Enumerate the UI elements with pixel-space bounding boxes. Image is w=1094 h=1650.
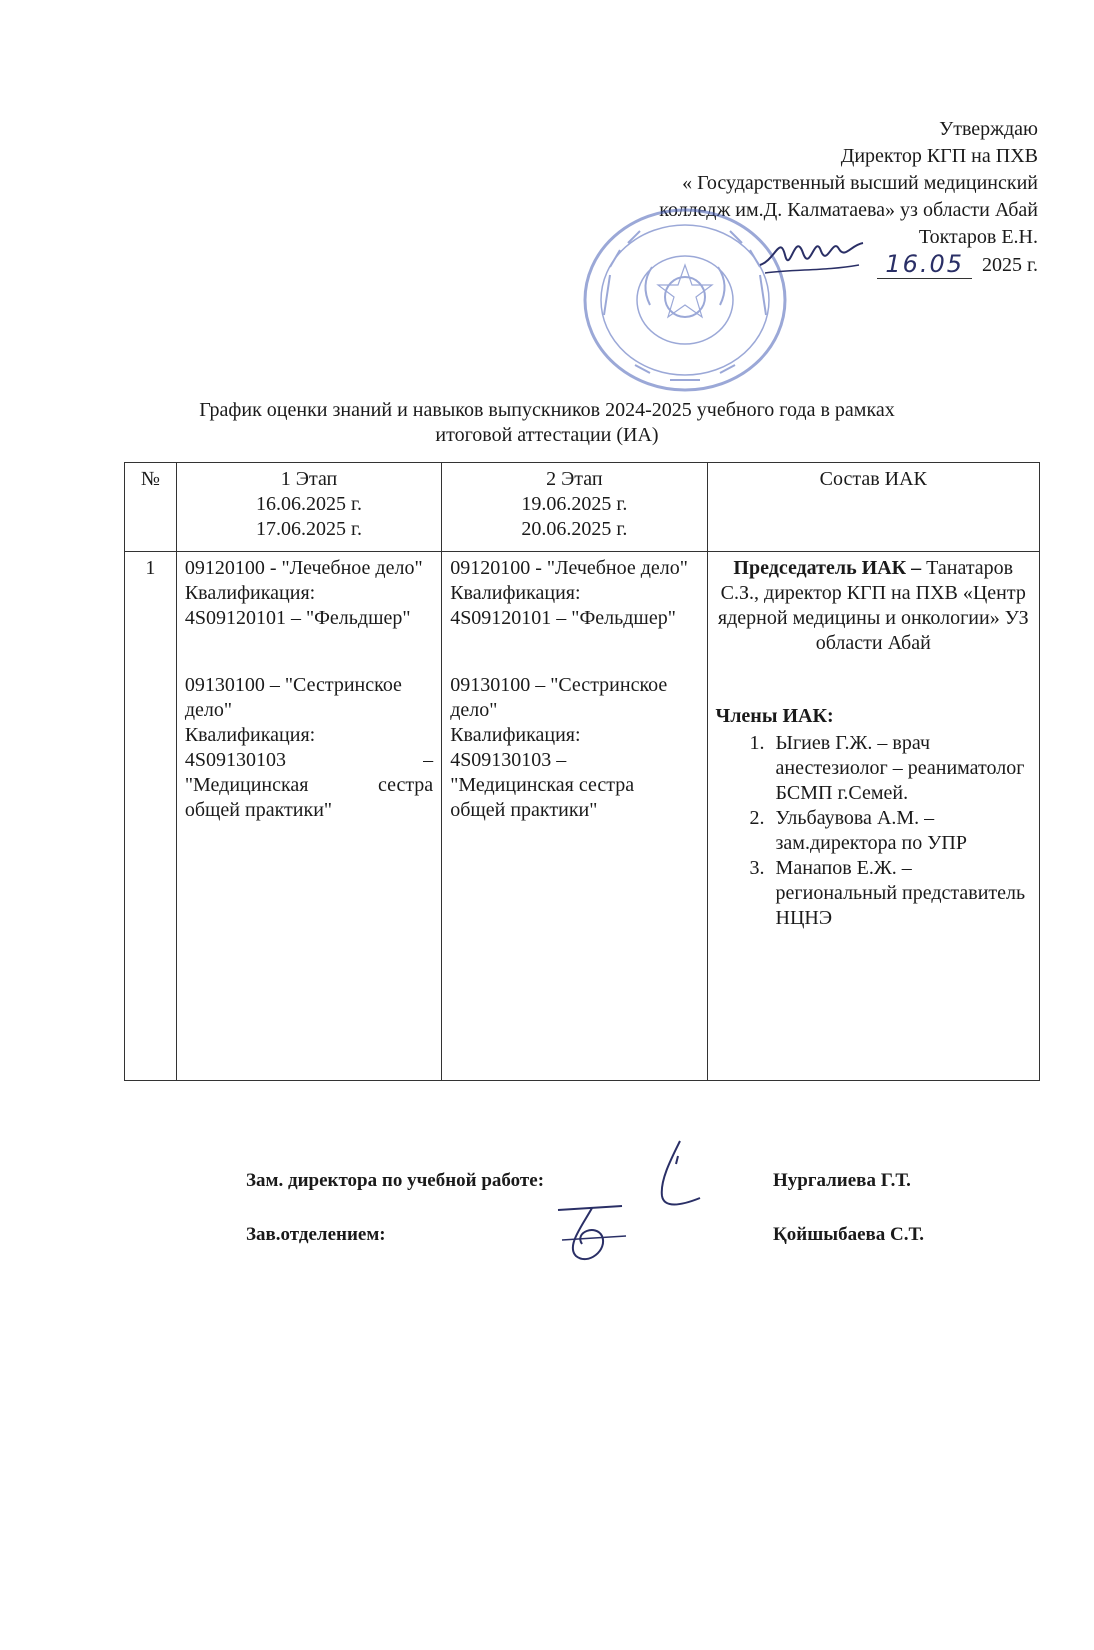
schedule-table <box>124 462 1040 1081</box>
director-signature-icon <box>755 225 865 285</box>
stage2-cell <box>442 552 707 1081</box>
chair-text: Танатаров С.З., директор КГП на ПХВ «Центр ядерной медицины и онкологии» УЗ области Абай <box>717 557 1029 654</box>
title-line2: итоговой аттестации (ИА) <box>435 424 659 446</box>
program-code: 09130100 – "Сестринское дело" <box>450 674 668 721</box>
head-role: Зав.отделением: <box>246 1224 386 1245</box>
list-item: 3. Манапов Е.Ж. – региональный представитель НЦНЭ <box>770 856 1031 931</box>
deputy-role: Зам. директора по учебной работе: <box>246 1170 545 1191</box>
deputy-signature-icon <box>640 1136 710 1216</box>
qualification-label: Квалификация: <box>184 582 316 604</box>
head-name: Қойшыбаева С.Т. <box>773 1224 925 1245</box>
qualification-name: "Медицинская сестра <box>450 774 635 796</box>
qualification-value: 4S09120101 – "Фельдшер" <box>450 607 676 629</box>
row-num: 1 <box>125 552 177 1081</box>
qualification-name-end: общей практики" <box>184 799 333 821</box>
title-line1: График оценки знаний и навыков выпускников 2024-2025 учебного года в рамках <box>199 399 895 421</box>
deputy-name: Нургалиева Г.Т. <box>773 1170 911 1191</box>
qualification-label: Квалификация: <box>450 724 581 746</box>
head-signature-icon <box>552 1196 632 1266</box>
stage1-cell <box>176 552 441 1081</box>
header-stage1 <box>176 463 441 552</box>
approval-heading: Утверждаю <box>939 118 1038 140</box>
qualification-name: "Медицинская сестра <box>184 774 434 796</box>
qualification-label: Квалификация: <box>184 724 316 746</box>
document-title <box>100 398 994 448</box>
handwritten-date: 16.05 <box>877 251 972 279</box>
approval-org-line1: « Государственный высший медицинский <box>682 172 1038 194</box>
approval-name: Токтаров Е.Н. <box>918 226 1038 248</box>
header-stage2 <box>442 463 707 552</box>
approval-org-line2: колледж им.Д. Калматаева» уз области Абай <box>659 199 1038 221</box>
qualification-code: 4S09130103 – <box>184 749 434 771</box>
table-header-row <box>125 463 1040 552</box>
qualification-value: 4S09120101 – "Фельдшер" <box>184 607 411 629</box>
header-stage1-name: 1 Этап <box>280 468 338 490</box>
header-num: № <box>125 463 177 552</box>
list-item: 1. Ыгиев Г.Ж. – врач анестезиолог – реаниматолог БСМП г.Семей. <box>770 731 1031 806</box>
approval-position: Директор КГП на ПХВ <box>840 145 1038 167</box>
stage1-program1 <box>185 556 433 631</box>
header-stage1-date2: 17.06.2025 г. <box>256 518 362 540</box>
header-commission: Состав ИАК <box>707 463 1039 552</box>
header-stage1-date1: 16.06.2025 г. <box>256 493 362 515</box>
header-stage2-name: 2 Этап <box>546 468 603 490</box>
qualification-code: 4S09130103 – <box>450 749 567 771</box>
qualification-name-end: общей практики" <box>450 799 598 821</box>
stage2-program1 <box>450 556 698 631</box>
members-label: Члены ИАК: <box>715 705 834 727</box>
approval-year: 2025 г. <box>982 254 1038 276</box>
header-stage2-date2: 20.06.2025 г. <box>521 518 628 540</box>
chair-label: Председатель ИАК – <box>733 557 922 579</box>
commission-cell <box>707 552 1039 1081</box>
program-code: 09120100 - "Лечебное дело" <box>184 557 423 579</box>
list-item: 2. Ульбаувова А.М. – зам.директора по УПР <box>770 806 1031 856</box>
qualification-label: Квалификация: <box>450 582 581 604</box>
stage2-program2 <box>450 673 698 823</box>
commission-chair <box>716 556 1031 656</box>
program-code: 09120100 - "Лечебное дело" <box>450 557 688 579</box>
stage1-program2 <box>185 673 433 823</box>
program-code: 09130100 – "Сестринское дело" <box>184 674 402 721</box>
header-stage2-date1: 19.06.2025 г. <box>521 493 628 515</box>
table-row <box>125 552 1040 1081</box>
members-list <box>716 731 1031 931</box>
